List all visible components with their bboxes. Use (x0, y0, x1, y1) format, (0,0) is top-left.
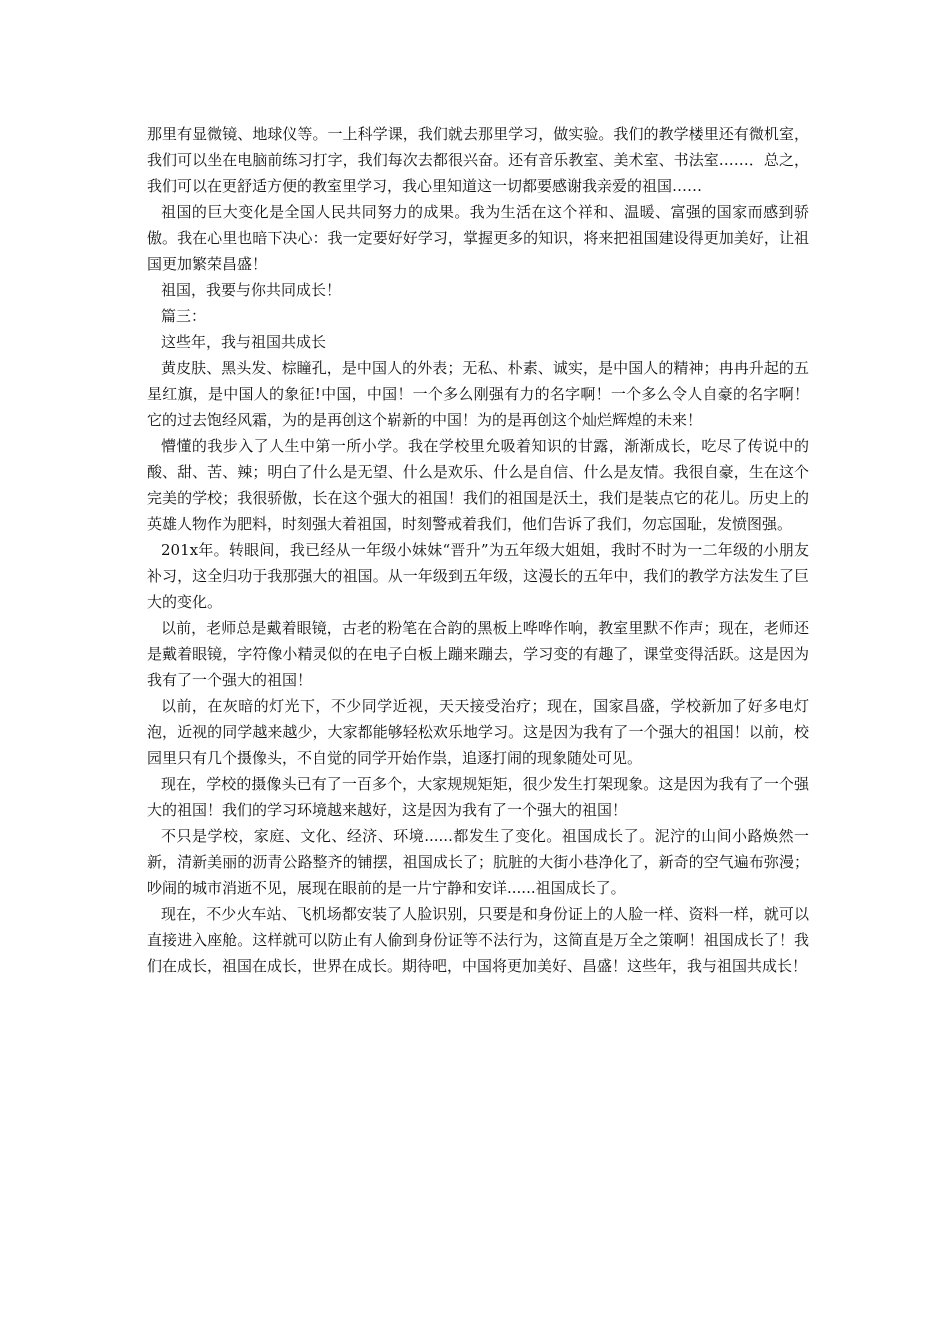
paragraph-9: 以前，老师总是戴着眼镜，古老的粉笔在合韵的黑板上哗哗作响，教室里默不作声；现在，老师还是戴着眼镜，字符像小精灵似的在电子白板上蹦来蹦去，学习变的有趣了，课堂变得活跃。这是因为我有了一个强大的祖国！ (147, 619, 809, 689)
paragraph-8: 201x年。转眼间，我已经从一年级小妹妹“晋升”为五年级大姐姐，我时不时为一二年级的小朋友补习，这全归功于我那强大的祖国。从一年级到五年级，这漫长的五年中，我们的教学方法发生了巨大的变化。 (147, 541, 809, 611)
paragraph-13: 现在，不少火车站、飞机场都安装了人脸识别，只要是和身份证上的人脸一样、资料一样，就可以直接进入座舱。这样就可以防止有人偷到身份证等不法行为，这简直是万全之策啊！祖国成长了！我们在成长，祖国在成长，世界在成长。期待吧，中国将更加美好、昌盛！这些年，我与祖国共成长！ (147, 905, 809, 975)
paragraph-1: 那里有显微镜、地球仪等。一上科学课，我们就去那里学习，做实验。我们的教学楼里还有微机室，我们可以坐在电脑前练习打字，我们每次去都很兴奋。还有音乐教室、美术室、书法室……．总之，我们可以在更舒适方便的教室里学习，我心里知道这一切都要感谢我亲爱的祖国…… (147, 125, 809, 195)
paragraph-12: 不只是学校，家庭、文化、经济、环境......都发生了变化。祖国成长了。泥泞的山间小路焕然一新，清新美丽的沥青公路整齐的铺摆，祖国成长了；肮脏的大街小巷净化了，新奇的空气遍布弥漫；吵闹的城市消逝不见，展现在眼前的是一片宁静和安详......祖国成长了。 (147, 827, 809, 897)
essay-title: 这些年，我与祖国共成长 (161, 333, 327, 351)
section-heading: 篇三： (161, 307, 207, 325)
paragraph-7: 懵懂的我步入了人生中第一所小学。我在学校里允吸着知识的甘露，渐渐成长，吃尽了传说中的酸、甜、苦、辣；明白了什么是无望、什么是欢乐、什么是自信、什么是友情。我很自豪，生在这个完美的学校；我很骄傲，长在这个强大的祖国！我们的祖国是沃土，我们是装点它的花儿。历史上的英雄人物作为肥料，时刻强大着祖国，时刻警戒着我们，他们告诉了我们，勿忘国耻，发愤图强。 (147, 437, 809, 533)
paragraph-11: 现在，学校的摄像头已有了一百多个，大家规规矩矩，很少发生打架现象。这是因为我有了一个强大的祖国！我们的学习环境越来越好，这是因为我有了一个强大的祖国！ (147, 775, 809, 819)
document-body (147, 121, 809, 979)
paragraph-10: 以前，在灰暗的灯光下，不少同学近视，天天接受治疗；现在，国家昌盛，学校新加了好多电灯泡，近视的同学越来越少，大家都能够轻松欢乐地学习。这是因为我有了一个强大的祖国！以前，校园里只有几个摄像头，不自觉的同学开始作祟，追逐打闹的现象随处可见。 (147, 697, 809, 767)
paragraph-3: 祖国，我要与你共同成长！ (161, 281, 342, 299)
paragraph-6: 黄皮肤、黑头发、棕瞳孔，是中国人的外表；无私、朴素、诚实，是中国人的精神；冉冉升起的五星红旗，是中国人的象征!中国，中国！一个多么刚强有力的名字啊！一个多么令人自豪的名字啊！它的过去饱经风霜，为的是再创这个崭新的中国！为的是再创这个灿烂辉煌的未来！ (147, 359, 809, 429)
paragraph-2: 祖国的巨大变化是全国人民共同努力的成果。我为生活在这个祥和、温暖、富强的国家而感到骄傲。我在心里也暗下决心：我一定要好好学习，掌握更多的知识，将来把祖国建设得更加美好，让祖国更加繁荣昌盛！ (147, 203, 809, 273)
